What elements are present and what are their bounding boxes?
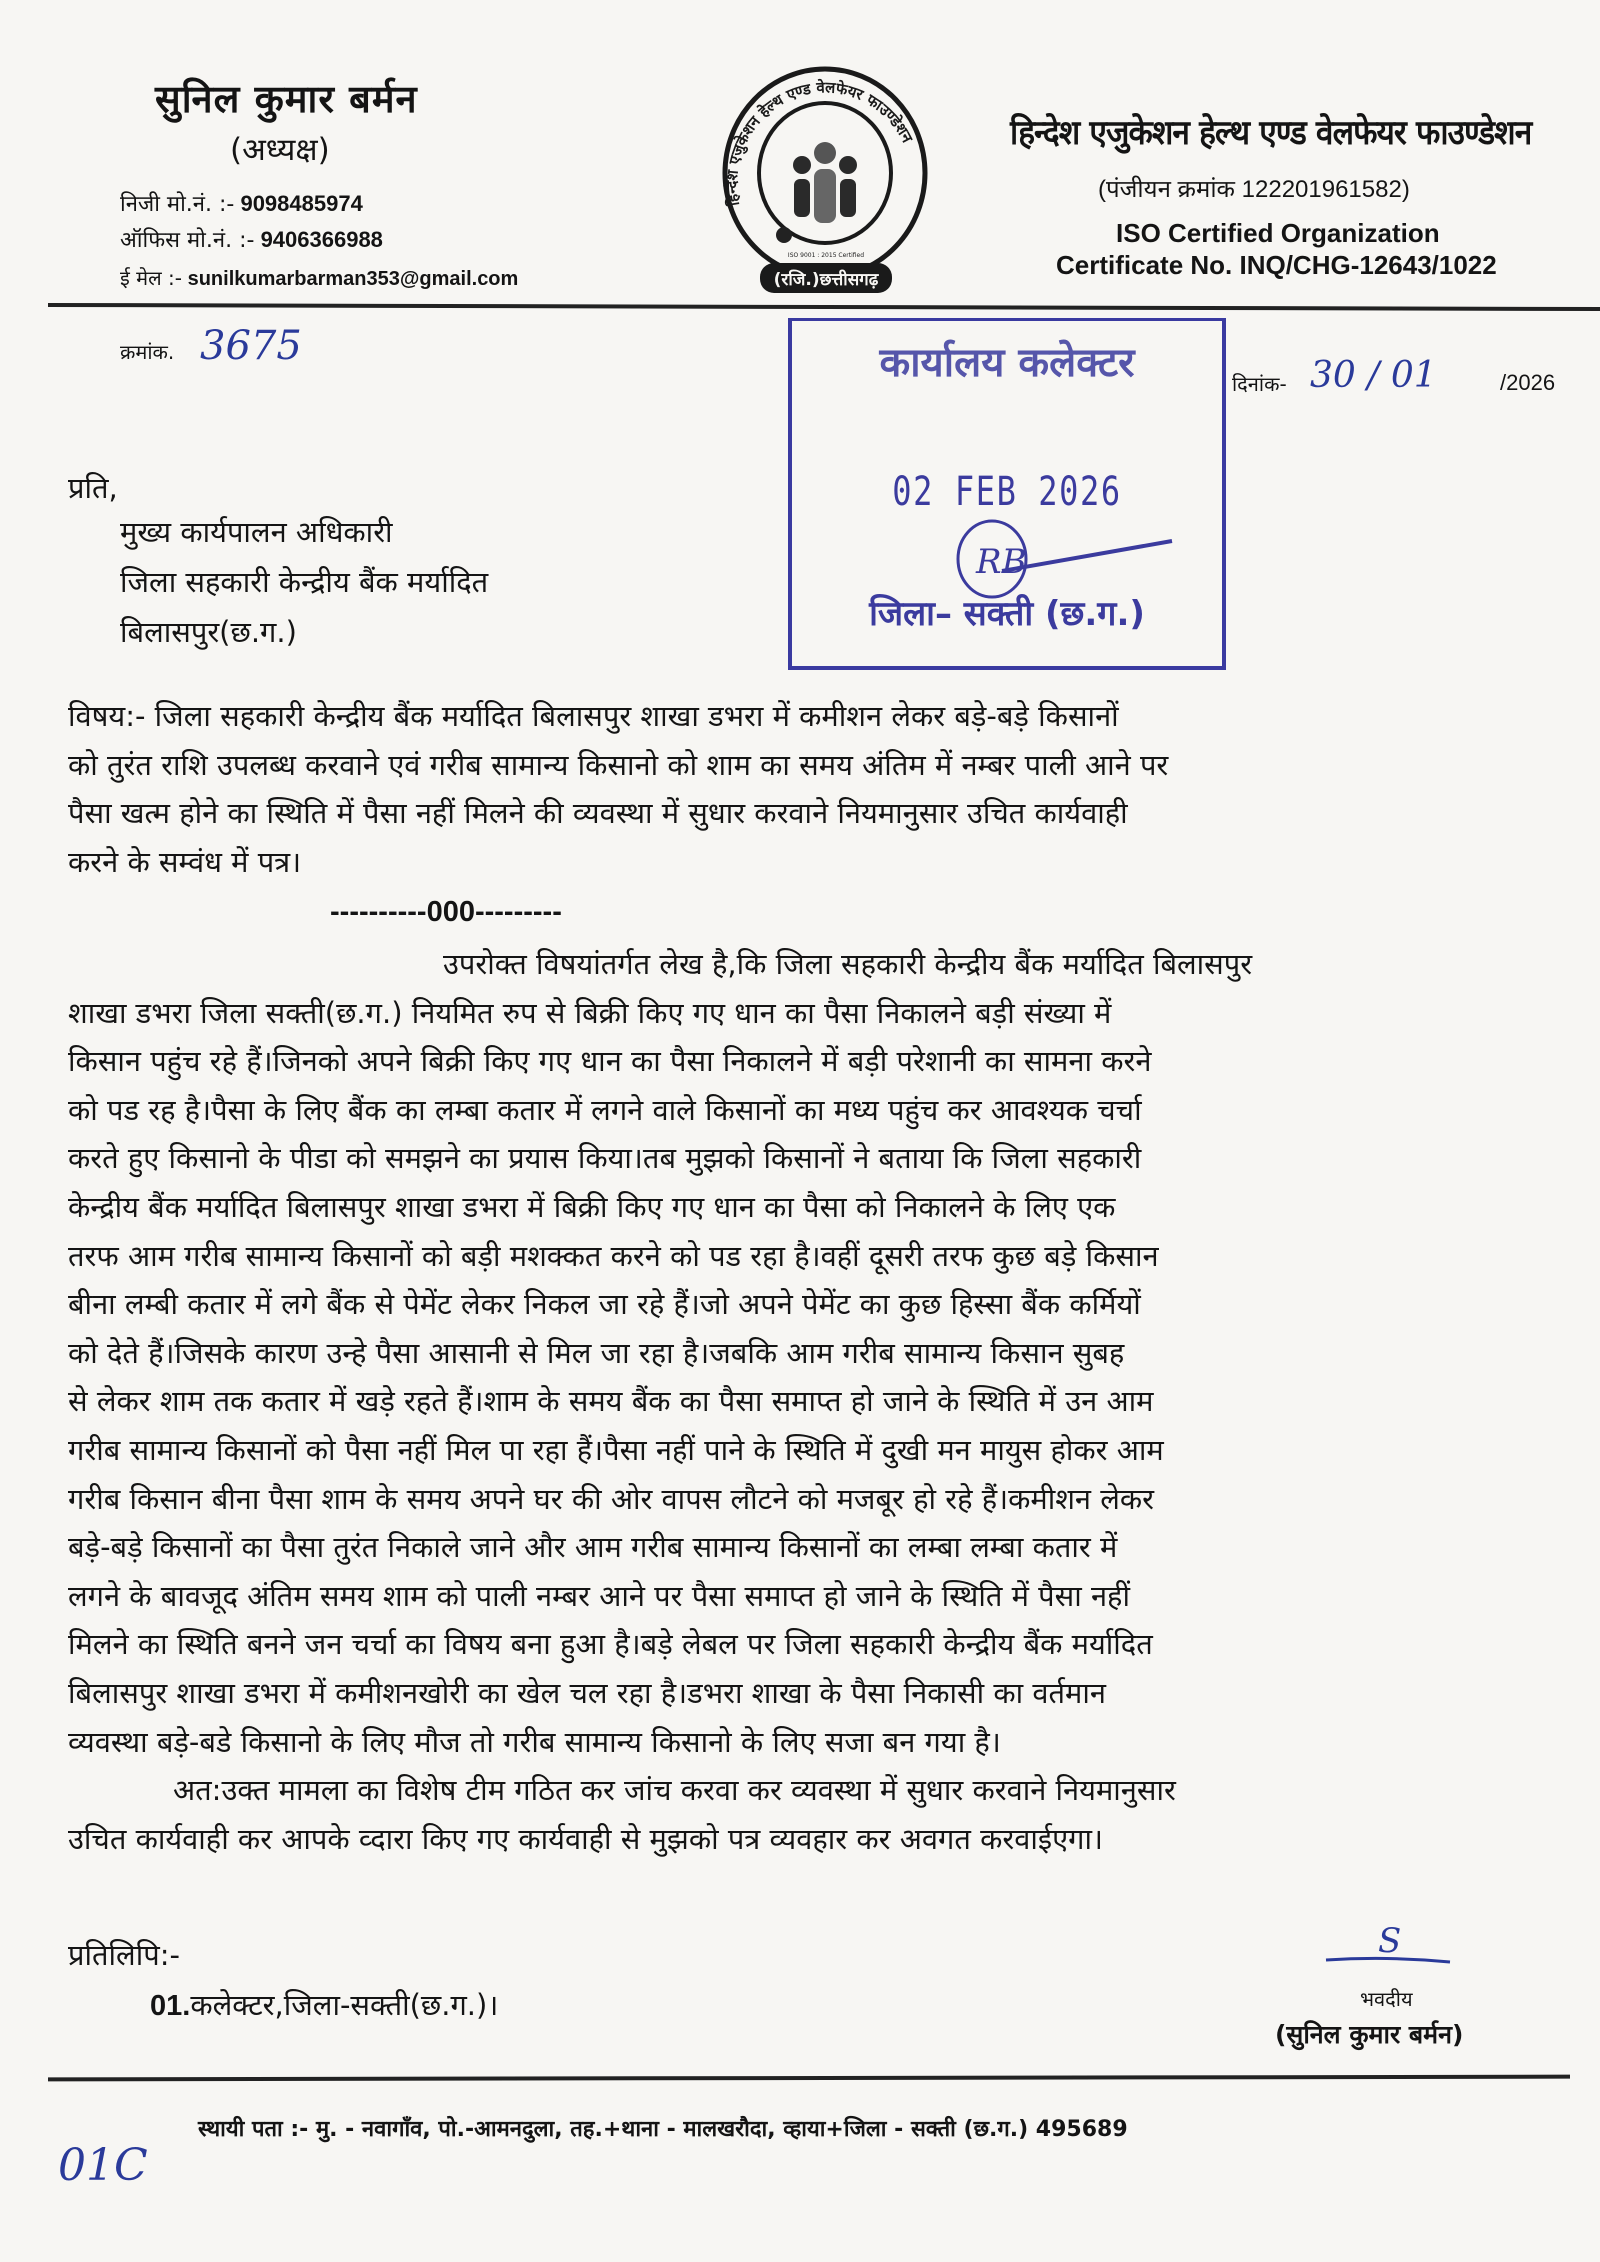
contact-label: ई मेल :-: [120, 266, 183, 290]
body-line: केन्द्रीय बैंक मर्यादित बिलासपुर शाखा डभरा में बिक्री किए गए धान का पैसा को निकालने के लिए एक: [68, 1189, 1116, 1224]
body-line: को देते हैं।जिसके कारण उन्हे पैसा आसानी से मिल जा रहा है।जबकि आम गरीब सामान्य किसान सुबह: [68, 1335, 1125, 1370]
registration-number: (पंजीयन क्रमांक 122201961582): [1098, 176, 1410, 203]
contact-email: [120, 264, 518, 291]
stamp-initials-signature: [942, 511, 1182, 601]
body-line: को पड रह है।पैसा के लिए बैंक का लम्बा कतार में लगने वाले किसानों का मध्य पहुंच कर आवश्यक चर्चा: [68, 1092, 1142, 1127]
iso-label: ISO Certified Organization: [1116, 218, 1440, 248]
body-line: करते हुए किसानो के पीडा को समझने का प्रयास किया।तब मुझको किसानों ने बताया कि जिला सहकारी: [68, 1141, 1142, 1176]
header-divider: [48, 303, 1600, 311]
body-line: से लेकर शाम तक कतार में खड़े रहते हैं।शाम के समय बैंक का पैसा समाप्त हो जाने के स्थिति में उन आम: [68, 1384, 1154, 1419]
received-stamp: [788, 318, 1226, 670]
subject-line: को तुरंत राशि उपलब्ध करवाने एवं गरीब सामान्य किसानो को शाम का समय अंतिम में नम्बर पाली आने पर: [68, 747, 1169, 782]
recipient-line: जिला सहकारी केन्द्रीय बैंक मर्यादित: [120, 565, 489, 599]
body-line: गरीब सामान्य किसानों को पैसा नहीं मिल पा रहा हैं।पैसा नहीं पाने के स्थिति में दुखी मन मायुस होकर आम: [68, 1432, 1164, 1467]
copy-item-number: 01.: [150, 1990, 191, 2022]
closing-line: अत:उक्त मामला का विशेष टीम गठित कर जांच करवा कर व्यवस्था में सुधार करवाने नियमानुसार: [173, 1773, 1176, 1808]
body-line: तरफ आम गरीब सामान्य किसानों को बड़ी मशक्कत करने को पड रहा है।वहीं दूसरी तरफ कुछ बड़े किसान: [68, 1238, 1159, 1273]
contact-label: निजी मो.नं. :-: [120, 192, 235, 217]
closing-line: उचित कार्यवाही कर आपके व्दारा किए गए कार्यवाही से मुझको पत्र व्यवहार कर अवगत करवाईएगा।: [68, 1821, 1103, 1856]
contact-personal-mobile: [120, 188, 363, 218]
body-line: उपरोक्त विषयांतर्गत लेख है,कि जिला सहकारी केन्द्रीय बैंक मर्यादित बिलासपुर: [443, 947, 1253, 981]
certificate-number: Certificate No. INQ/CHG-12643/1022: [1056, 250, 1497, 280]
date-handwritten: 30 / 01: [1310, 355, 1437, 396]
reference-number: 3675: [200, 323, 302, 369]
organization-name: हिन्देश एजुकेशन हेल्थ एण्ड वेलफेयर फाउण्डेशन: [1010, 113, 1532, 153]
signatory-name: (सुनिल कुमार बर्मन): [1275, 2020, 1464, 2049]
stamp-initials: RB: [976, 542, 1027, 582]
permanent-address: स्थायी पता :- मु. - नवागाँव, पो.-आमनदुला, तह.+थाना - मालखरौदा, व्हाया+जिला - सक्ती (छ.ग.) 495689: [198, 2117, 1128, 2142]
logo-person-center-icon: [814, 142, 836, 164]
body-line: लगने के बावजूद अंतिम समय शाम को पाली नम्बर आने पर पैसा समाप्त हो जाने के स्थिति में पैसा नहीं: [68, 1578, 1130, 1613]
logo-person-right-icon: [839, 156, 857, 174]
recipient-line: बिलासपुर(छ.ग.): [120, 615, 297, 649]
logo-person-left-icon: [793, 156, 811, 174]
logo-ring-text: हिन्देश एजुकेशन हेल्थ एण्ड वेलफेयर फाउण्डेशन: [722, 78, 917, 208]
copy-to-label: प्रतिलिपि:-: [68, 1938, 180, 1972]
body-line: बिलासपुर शाखा डभरा में कमीशनखोरी का खेल चल रहा है।डभरा शाखा के पैसा निकासी का वर्तमान: [68, 1675, 1106, 1710]
copy-item-text: कलेक्टर,जिला-सक्ती(छ.ग.)।: [190, 1988, 499, 2022]
contact-label: ऑफिस मो.नं. :-: [120, 228, 255, 253]
subject-line: विषय:- जिला सहकारी केन्द्रीय बैंक मर्यादित बिलासपुर शाखा डभरा में कमीशन लेकर बड़े-बड़े किसानों: [68, 699, 1119, 733]
subject-line: पैसा खत्म होने का स्थिति में पैसा नहीं मिलने की व्यवस्था में सुधार करवाने नियमानुसार उचित कार्यवाही: [68, 796, 1128, 830]
footer-divider: [48, 2075, 1570, 2082]
recipient-line: मुख्य कार्यपालन अधिकारी: [120, 515, 393, 549]
body-line: बीना लम्बी कतार में लगे बैंक से पेमेंट लेकर निकल जा रहे हैं।जो अपने पेमेंट का कुछ हिस्सा बैंक कर्मियों: [68, 1287, 1141, 1322]
signature-mark: S: [1378, 1921, 1402, 1961]
sender-name: सुनिल कुमार बर्मन: [155, 77, 418, 121]
logo-iso-text: ISO 9001 : 2015 Certified: [787, 252, 865, 259]
body-line: मिलने का स्थिति बनने जन चर्चा का विषय बना हुआ है।बड़े लेबल पर जिला सहकारी केन्द्रीय बैंक मर्यादित: [68, 1627, 1153, 1662]
contact-value: 9098485974: [240, 191, 363, 216]
stamp-received-date: 02 FEB 2026: [892, 469, 1122, 515]
foundation-logo: [712, 65, 942, 305]
body-line: शाखा डभरा जिला सक्ती(छ.ग.) नियमित रुप से बिक्री किए गए धान का पैसा निकालने बड़ी संख्या में: [68, 995, 1112, 1030]
stamp-title: कार्यालय कलेक्टर: [879, 340, 1135, 386]
subject: [68, 692, 1538, 886]
sender-role: (अध्यक्ष): [230, 132, 330, 168]
copy-to-item: [150, 1985, 498, 2024]
handwritten-signature: [1318, 1920, 1458, 1970]
body-line: व्यवस्था बड़े-बडे किसानो के लिए मौज तो गरीब सामान्य किसानो के लिए सजा बन गया है।: [68, 1724, 1001, 1759]
contact-value: 9406366988: [260, 227, 383, 252]
section-separator: ----------000---------: [330, 896, 562, 928]
salutation: प्रति,: [68, 471, 118, 505]
contact-value: sunilkumarbarman353@gmail.com: [187, 268, 519, 290]
body-line: बड़े-बड़े किसानों का पैसा तुरंत निकाले जाने और आम गरीब सामान्य किसानों का लम्बा लम्बा कतार में: [68, 1530, 1118, 1565]
margin-note: 01C: [58, 2140, 148, 2191]
body-line: गरीब किसान बीना पैसा शाम के समय अपने घर की ओर वापस लौटने को मजबूर हो रहे हैं।कमीशन लेकर: [68, 1481, 1155, 1516]
stamp-district: जिला– सक्ती (छ.ग.): [869, 594, 1145, 634]
letter-body: [68, 940, 1518, 1863]
contact-office-mobile: [120, 224, 383, 254]
date-year: /2026: [1500, 370, 1556, 395]
closing-salutation: भवदीय: [1360, 1987, 1413, 2011]
logo-banner: (रजि.)छत्तीसगढ़: [773, 270, 879, 290]
body-line: किसान पहुंच रहे हैं।जिनको अपने बिक्री किए गए धान का पैसा निकालने में बड़ी परेशानी का सामना करने: [68, 1044, 1152, 1079]
subject-line: करने के सम्वंध में पत्र।: [68, 844, 302, 879]
reference-label: क्रमांक.: [120, 340, 175, 364]
date-label: दिनांक-: [1232, 372, 1287, 396]
